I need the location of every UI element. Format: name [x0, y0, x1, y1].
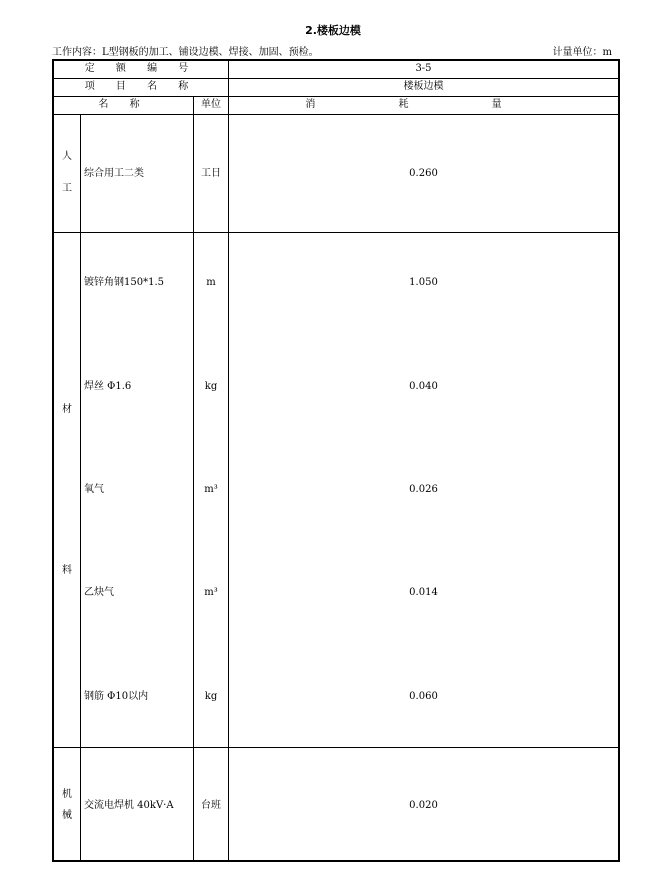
measurement-unit: 计量单位：m — [552, 47, 612, 58]
category-material-2: 料 — [62, 565, 72, 576]
rule-header-2 — [54, 96, 618, 97]
work-content: 工作内容：L型钢板的加工、铺设边模、焊接、加固、预检。 — [52, 47, 319, 58]
row-unit: kg — [204, 691, 218, 702]
row-name: 钢筋 Φ10以内 — [84, 691, 149, 702]
row-name: 镀锌角钢150*1.5 — [84, 277, 164, 288]
page-title: 2.楼板边模 — [305, 24, 361, 37]
row-value: 0.260 — [409, 168, 438, 179]
category-machine-1: 机 — [62, 789, 72, 800]
row-unit: 台班 — [201, 800, 221, 811]
item-name-label: 项 目 名 称 — [84, 81, 198, 92]
quota-code-value: 3-5 — [415, 63, 432, 74]
row-value: 0.040 — [409, 381, 438, 392]
row-unit: m³ — [204, 587, 218, 598]
rule-header-1 — [54, 78, 618, 79]
row-unit: kg — [204, 381, 218, 392]
row-unit: m³ — [204, 484, 218, 495]
row-name: 综合用工二类 — [84, 168, 144, 179]
rule-col-unit — [193, 96, 194, 860]
row-name: 焊丝 Φ1.6 — [84, 381, 132, 392]
item-name-value: 楼板边模 — [403, 81, 444, 92]
rule-col-category — [80, 114, 81, 860]
category-labor-1: 人 — [62, 151, 72, 162]
col-unit-header: 单位 — [201, 99, 221, 110]
rule-labor-end — [54, 232, 618, 233]
row-unit: 工日 — [201, 168, 221, 179]
row-unit: m — [206, 277, 216, 288]
row-value: 0.026 — [409, 484, 438, 495]
col-consumption-header: 消 耗 量 — [305, 99, 542, 110]
category-machine-2: 械 — [62, 810, 72, 821]
quota-code-label: 定 额 编 号 — [84, 63, 198, 74]
rule-col-right — [228, 61, 229, 860]
row-value: 0.060 — [409, 691, 438, 702]
category-material-1: 材 — [62, 404, 72, 415]
category-labor-2: 工 — [62, 183, 72, 194]
row-value: 1.050 — [409, 277, 438, 288]
row-name: 氧气 — [84, 484, 104, 495]
col-name-header: 名 称 — [98, 99, 149, 110]
row-name: 交流电焊机 40kV·A — [84, 800, 174, 811]
row-value: 0.020 — [409, 800, 438, 811]
row-name: 乙炔气 — [84, 587, 114, 598]
quota-table — [52, 59, 620, 862]
row-value: 0.014 — [409, 587, 438, 598]
rule-header-3 — [54, 114, 618, 115]
rule-material-end — [54, 747, 618, 748]
